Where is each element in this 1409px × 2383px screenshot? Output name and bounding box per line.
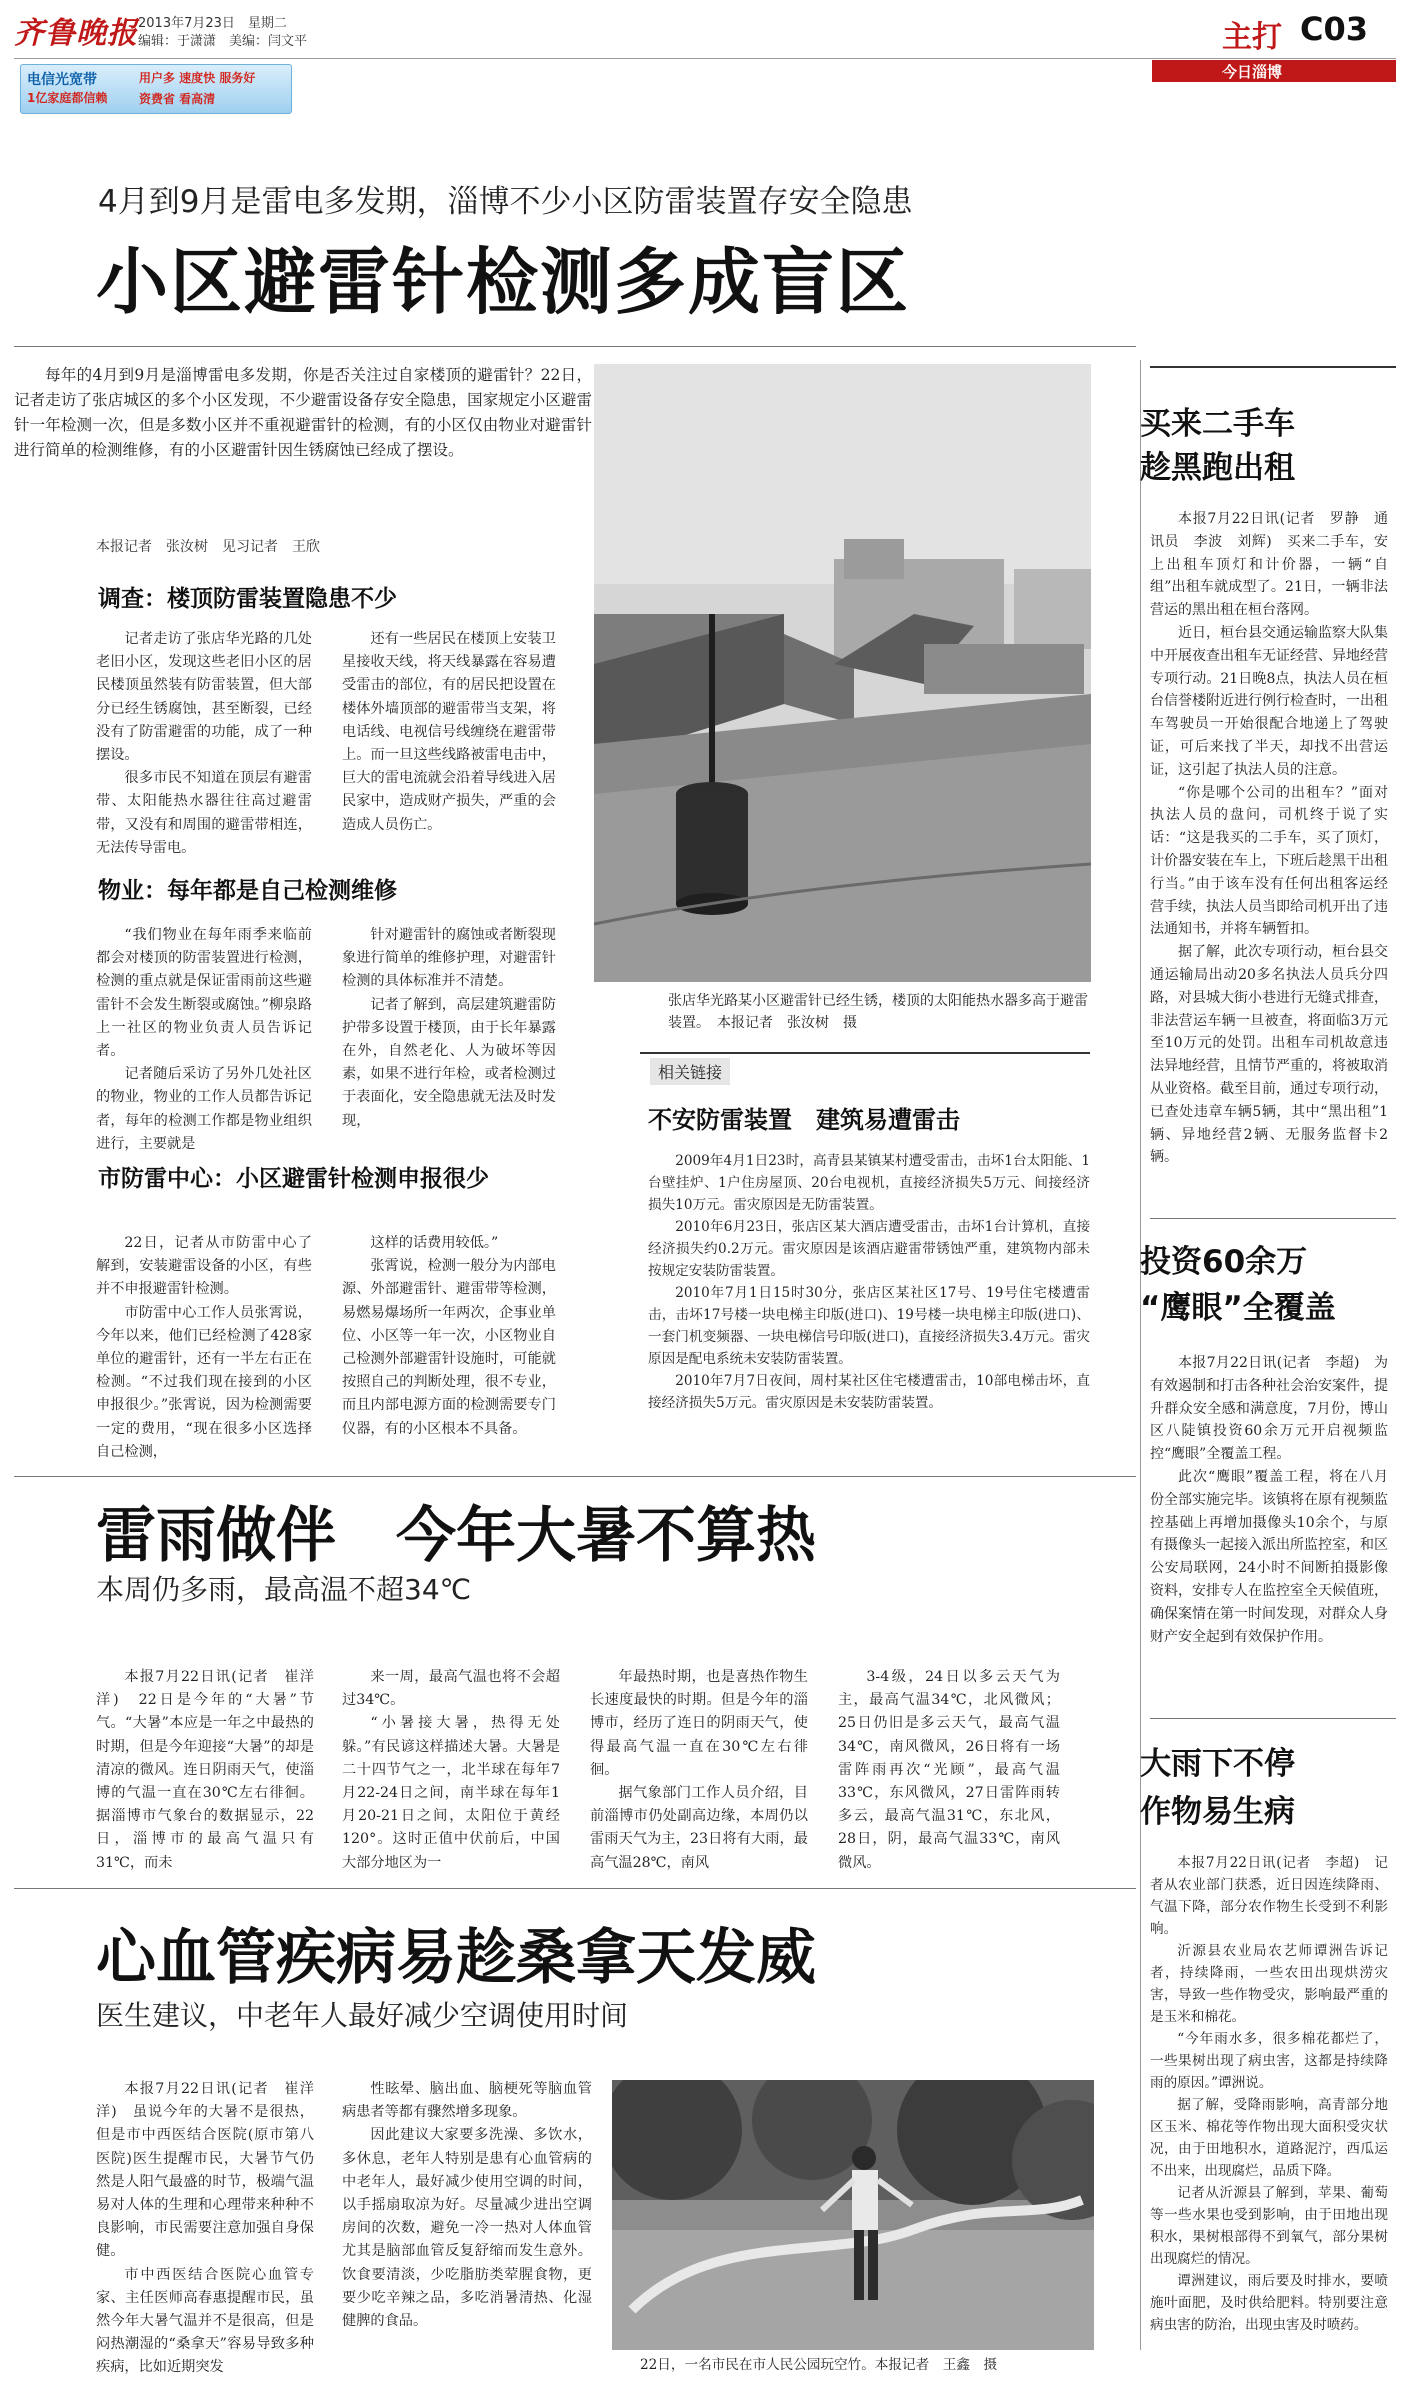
article1-title-rule [14, 346, 1136, 347]
article2-col1: 本报7月22日讯(记者 崔洋洋) 22日是今年的“大暑”节气。“大暑”本应是一年之中最热的时期，但是今年迎接“大暑”的却是清凉的微风。连日阴雨天气，使淄博的气温一直在30℃左右徘徊。据淄博市气象台的数据显示，22日，淄博市的最高气温只有31℃，而未 [96, 1669, 314, 1871]
masthead-logo: 齐鲁晚报 [14, 16, 138, 51]
ad-slogan-line1: 用户多 速度快 服务好 [139, 71, 256, 85]
side2-top-rule [1150, 1218, 1396, 1219]
article2-col2: 来一周，最高气温也将不会超过34℃。 “小暑接大暑，热得无处躲。”有民谚这样描述大暑。大暑是二十四节气之一，北半球在每年7月22-24日之间，南半球在每年1月20-21日之间，太阳位于黄经120°。这时正值中伏前后，中国大部分地区为一 [342, 1669, 560, 1871]
section-heading-property: 物业：每年都是自己检测维修 [98, 878, 397, 904]
article3-col1: 本报7月22日讯(记者 崔洋洋) 虽说今年的大暑不是很热，但是市中西医结合医院(原市第八医院)医生提醒市民，大暑节气仍然是人阳气最盛的时节，极端气温易对人体的生理和心理带来种种不良影响，市民需要注意加强自身保健。 市中西医结合医院心血管专家、主任医师高春惠提醒市民，虽然今年大暑气温并不是很高，但是闷热潮湿的“桑拿天”容易导致多种疾病，比如近期突发 [96, 2081, 314, 2376]
ad-brand-line2: 1亿家庭都信赖 [27, 91, 108, 105]
article2-top-rule [14, 1476, 1136, 1477]
issue-date: 2013年7月23日 星期二 [138, 16, 287, 31]
side3-top-rule [1150, 1718, 1396, 1719]
related-link-body: 2009年4月1日23时，高青县某镇某村遭受雷击，击坏1台太阳能、1台壁挂炉、1户住房屋顶、20台电视机，直接经济损失5万元、间接经济损失10万元。雷灾原因是无防雷装置。 2010年6月23日，张店区某大酒店遭受雷击，击坏1台计算机，直接经济损失约0.2万元。雷灾原因是该酒店避雷带锈蚀严重，建筑物内部未按规定安装防雷装置。 2010年7月1日15时30分，张店区某社区17号、19号住宅楼遭雷击，击坏17号楼一块电梯主印版(进口)、19号楼一块电梯主印版(进口)、一套门机变频器、一块电梯信号印版(进口)，直接经济损失3.4万元。雷灾原因是配电系统未安装防雷装置。 2010年7月7日夜间，周村某社区住宅楼遭雷击，10部电梯击坏，直接经济损失5万元。雷灾原因是未安装防雷装置。 [648, 1153, 1090, 1411]
telecom-ad [20, 64, 292, 114]
related-link-label: 相关链接 [650, 1058, 730, 1085]
article1-lead: 每年的4月到9月是淄博雷电多发期，你是否关注过自家楼顶的避雷针？22日，记者走访了张店城区的多个小区发现，不少避雷设备存安全隐患，国家规定小区避雷针一年检测一次，但是多数小区并不重视避雷针的检测，有的小区仅由物业对避雷针进行简单的检测维修，有的小区避雷针因生锈腐蚀已经成了摆设。 [14, 366, 592, 459]
side1-title-line1: 买来二手车 [1140, 406, 1295, 442]
survey-col1: 记者走访了张店华光路的几处老旧小区，发现这些老旧小区的居民楼顶虽然装有防雷装置，但大部分已经生锈腐蚀，甚至断裂，已经没有了防雷避雷的功能，成了一种摆设。 很多市民不知道在顶层有避雷带、太阳能热水器往往高过避雷带，又没有和周围的避雷带相连，无法传导雷电。 [96, 631, 312, 856]
article1-title: 小区避雷针检测多成盲区 [96, 240, 911, 324]
article2-col4: 3-4级，24日以多云天气为主，最高气温34℃，北风微风；25日仍旧是多云天气，最高气温34℃，南风微风，26日将有一场雷阵雨再次“光顾”，最高气温33℃，东风微风，27日雷阵雨转多云，最高气温31℃，东北风，28日，阴，最高气温33℃，南风微风。 [838, 1669, 1060, 1871]
park-photo-drawing [612, 2080, 1094, 2350]
related-link-box [640, 1052, 1090, 1054]
survey-col2: 还有一些居民在楼顶上安装卫星接收天线，将天线暴露在容易遭受雷击的部位，有的居民把设置在楼体外墙顶部的避雷带当支架，将电话线、电视信号线缠绕在避雷带上。而一旦这些线路被雷电击中，巨大的雷电流就会沿着导线进入居民家中，造成财产损失，严重的会造成人员伤亡。 [342, 631, 556, 833]
related-link-title: 不安防雷装置 建筑易遭雷击 [648, 1106, 960, 1134]
side1-body: 本报7月22日讯(记者 罗静 通讯员 李波 刘辉) 买来二手车，安上出租车顶灯和计价器，一辆“自组”出租车就成型了。21日，一辆非法营运的黑出租在桓台落网。 近日，桓台县交通运输监察大队集中开展夜查出租车无证经营、异地经营专项行动。21日晚8点，执法人员在桓台信誉楼附近进行例行检查时，一出租车驾驶员一开始很配合地递上了驾驶证，可后来找了半天，却找不出营运证，这引起了执法人员的注意。 “你是哪个公司的出租车？”面对执法人员的盘问，司机终于说了实话：“这是我买的二手车，买了顶灯，计价器安装在车上，下班后趁黑干出租行当。”由于该车没有任何出租客运经营手续，执法人员当即给司机开出了违法通知书，并将车辆暂扣。 据了解，此次专项行动，桓台县交通运输局出动20多名执法人员兵分四路，对县城大街小巷进行无缝式排查，非法营运车辆一旦被查，将面临3万元至10万元的处罚。出租车司机故意违法异地经营，且情节严重的，将被取消从业资格。截至目前，通过专项行动，已查处违章车辆5辆，其中“黑出租”1辆、异地经营2辆、无服务监督卡2辆。 [1150, 511, 1388, 1166]
side2-title-line2: “鹰眼”全覆盖 [1140, 1290, 1336, 1326]
page-number: C03 [1300, 10, 1369, 48]
side2-title-line1: 投资60余万 [1140, 1244, 1308, 1280]
ad-slogan [139, 69, 291, 107]
article3-subtitle: 医生建议，中老年人最好减少空调使用时间 [96, 1999, 629, 2032]
park-diabolo-photo [612, 2080, 1094, 2350]
ad-slogan-line2: 资费省 看高清 [139, 92, 216, 106]
park-photo-caption: 22日，一名市民在市人民公园玩空竹。本报记者 王鑫 摄 [640, 2357, 998, 2373]
article3-col2: 性眩晕、脑出血、脑梗死等脑血管病患者等都有骤然增多现象。 因此建议大家要多洗澡、多饮水，多休息，老年人特别是患有心血管病的中老年人，最好减少使用空调的时间，以手摇扇取凉为好。尽量减少进出空调房间的次数，避免一冷一热对人体血管尤其是脑部血管反复舒缩而发生意外。饮食要清淡，少吃脂肪类荤腥食物，更要少吃辛辣之品，多吃消暑清热、化湿健脾的食品。 [342, 2081, 592, 2330]
side1-title-line2: 趁黑跑出租 [1140, 450, 1295, 486]
ad-brand-line1: 电信光宽带 [27, 72, 97, 88]
center-col2: 这样的话费用较低。” 张霄说，检测一般分为内部电源、外部避雷针、避雷带等检测，易燃易爆场所一年两次，企事业单位、小区等一年一次，小区物业自己检测外部避雷针设施时，可能就按照自己的判断处理，很不专业，而且内部电源方面的检测需要专门仪器，有的小区根本不具备。 [342, 1235, 556, 1437]
side3-title-line2: 作物易生病 [1140, 1794, 1295, 1830]
side1-top-rule [1150, 366, 1396, 368]
issue-editor: 编辑：于潇潇 美编：闫文平 [138, 34, 308, 49]
section-heading-lightning-center: 市防雷中心：小区避雷针检测申报很少 [98, 1166, 489, 1192]
side2-body: 本报7月22日讯(记者 李超) 为有效遏制和打击各种社会治安案件，提升群众安全感和满意度，7月份，博山区八陡镇投资60余万元开启视频监控“鹰眼”全覆盖工程。 此次“鹰眼”覆盖工程，将在八月份全部实施完毕。该镇将在原有视频监控基础上再增加摄像头10余个，与原有摄像头一起接入派出所监控室，和区公安局联网，24小时不间断拍摄影像资料，安排专人在监控室全天候值班，确保案情在第一时间发现，对群众人身财产安全起到有效保护作用。 [1150, 1355, 1388, 1645]
section-label: 主打 [1222, 20, 1282, 55]
article3-title: 心血管疾病易趁桑拿天发威 [96, 1923, 816, 1993]
article2-title: 雷雨做伴 今年大暑不算热 [96, 1501, 816, 1571]
article2-col3: 年最热时期，也是喜热作物生长速度最快的时期。但是今年的淄博市，经历了连日的阴雨天气，使得最高气温一直在30℃左右徘徊。 据气象部门工作人员介绍，目前淄博市仍处副高边缘，本周仍以雷雨天气为主，23日将有大雨，最高气温28℃，南风 [590, 1669, 808, 1871]
rooftop-lightning-rod-photo [594, 364, 1091, 982]
side3-title-line1: 大雨下不停 [1140, 1746, 1295, 1782]
property-col2: 针对避雷针的腐蚀或者断裂现象进行简单的维修护理，对避雷针检测的具体标准并不清楚。 记者了解到，高层建筑避雷防护带多设置于楼顶，由于长年暴露在外，自然老化、人为破坏等因素，如果不进行年检，或者检测过于表面化，安全隐患就无法及时发现， [342, 927, 556, 1129]
sidebar-divider [1140, 360, 1141, 2350]
side3-body: 本报7月22日讯(记者 李超) 记者从农业部门获悉，近日因连续降雨、气温下降，部分农作物生长受到不利影响。 沂源县农业局农艺师谭洲告诉记者，持续降雨，一些农田出现烘涝灾害，导致一些作物受灾，影响最严重的是玉米和棉花。 “今年雨水多，很多棉花都烂了，一些果树出现了病虫害，这都是持续降雨的原因。”谭洲说。 据了解，受降雨影响，高青部分地区玉米、棉花等作物出现大面积受灾状况，由于田地积水，道路泥泞，西瓜运不出来，出现腐烂，品质下降。 记者从沂源县了解到，苹果、葡萄等一些水果也受到影响，由于田地出现积水，果树根部得不到氧气，部分果树出现腐烂的情况。 谭洲建议，雨后要及时排水，要喷施叶面肥，及时供给肥料。特别要注意病虫害的防治，出现虫害及时喷药。 [1150, 1855, 1388, 2333]
ad-brand [27, 69, 157, 106]
section-heading-survey: 调查：楼顶防雷装置隐患不少 [98, 586, 397, 612]
article2-subtitle: 本周仍多雨，最高温不超34℃ [96, 1573, 472, 1606]
rooftop-photo-drawing [594, 364, 1091, 982]
property-col1: “我们物业在每年雨季来临前都会对楼顶的防雷装置进行检测，检测的重点就是保证雷雨前这些避雷针不会发生断裂或腐蚀。”柳泉路上一社区的物业负责人员告诉记者。 记者随后采访了另外几处社区的物业，物业的工作人员都告诉记者，每年的检测工作都是物业组织进行，主要就是 [96, 927, 312, 1152]
rooftop-photo-caption: 张店华光路某小区避雷针已经生锈，楼顶的太阳能热水器多高于避雷装置。 本报记者 张汝树 摄 [668, 993, 1088, 1031]
center-col1: 22日，记者从市防雷中心了解到，安装避雷设备的小区，有些并不申报避雷针检测。 市防雷中心工作人员张霄说，今年以来，他们已经检测了428家单位的避雷针，还有一半左右正在检测。“不过我们现在接到的小区申报很少。”张霄说，因为检测需要一定的费用，“现在很多小区选择自己检测， [96, 1235, 312, 1460]
article1-byline: 本报记者 张汝树 见习记者 王欣 [96, 539, 320, 555]
header-rule [14, 58, 1396, 59]
article3-top-rule [14, 1888, 1136, 1889]
article1-subtitle: 4月到9月是雷电多发期，淄博不少小区防雷装置存安全隐患 [98, 184, 913, 220]
city-label: 今日淄博 [1222, 63, 1283, 81]
